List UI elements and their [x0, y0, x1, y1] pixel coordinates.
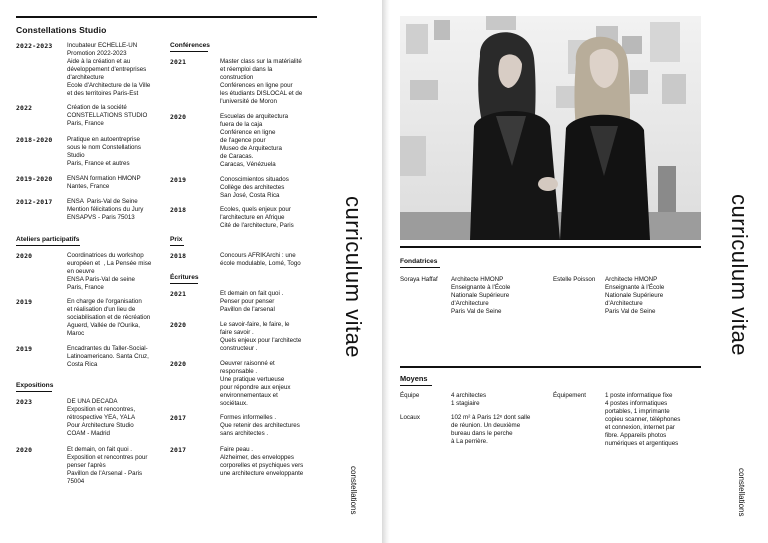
locaux-value: 102 m² à Paris 12ᵉ dont salle de réunion. Un deuxième bureau dans le perche à La perrière. [451, 414, 531, 445]
ecriture-entry-year: 2021 [170, 290, 187, 298]
timeline-entry-text: ENSA Paris-Val de Seine Mention félicitations du Jury ENSAPVS - Paris 75013 [67, 198, 144, 221]
ecriture-entry-year: 2020 [170, 360, 187, 368]
ecriture-entry-text: Oeuvrer raisonné et responsable . Une pratique vertueuse pour répondre aux enjeux environnementaux et sociétaux. [220, 360, 291, 407]
ecriture-entry-text: Et demain on fait quoi . Penser pour penser Pavillon de l'arsenal [220, 290, 284, 313]
moyens-heading: Moyens [400, 374, 432, 386]
ecritures-heading: Écritures [170, 274, 199, 284]
right-page [390, 0, 768, 543]
exposition-entry-text: DE UNA DECADA Exposition et rencontres, rétrospective YEA, YALA Pour Architecture Studio COAM - Madrid [67, 398, 136, 437]
founder-1-name: Soraya Haffaf [400, 276, 438, 283]
fondatrices-rule [400, 246, 701, 248]
conference-entry-text: Master class sur la matérialité et réemploi dans la construction Conférences en ligne pour les étudiants DISLOCAL et de l'université de Moron [220, 58, 303, 105]
ecriture-entry-text: Formes informelles . Que retenir des architectures sans architectes . [220, 414, 300, 437]
founder-1-text: Architecte HMONP Enseignante à l'École Nationale Supérieure d'Architecture Paris Val de Seine [451, 276, 511, 315]
conferences-heading: Conférences [170, 42, 210, 52]
prix-entry-text: Concours AFRIKArchi : une école modulable, Lomé, Togo [220, 252, 301, 267]
timeline-entry-text: Pratique en autoentreprise sous le nom Constellations Studio Paris, France et autres [67, 136, 141, 167]
ecriture-entry-year: 2017 [170, 446, 187, 454]
exposition-entry-year: 2020 [16, 446, 33, 454]
equipe-label: Équipe [400, 392, 420, 399]
locaux-label: Locaux [400, 414, 420, 421]
conference-entry-text: Ecoles, quels enjeux pour l'architecture en Afrique Cité de l'architecture, Paris [220, 206, 294, 229]
conference-entry-text: Conoscimientos situados Collège des architectes San José, Costa Rica [220, 176, 289, 199]
exposition-entry-year: 2023 [16, 398, 33, 406]
prix-entry-year: 2018 [170, 252, 187, 260]
equipement-value: 1 poste informatique fixe 4 postes informatiques portables, 1 imprimante copieu scanner, téléphones et connexion, internet par fibre. Appareils photos numériques et argentiques [605, 392, 681, 447]
conference-entry-text: Escuelas de arquitectura fuera de la caja Conférence en ligne de l'agence pour Museo de Arquitectura de Caracas. Caracas, Vénézuela [220, 113, 289, 168]
conference-entry-year: 2019 [170, 176, 187, 184]
ecriture-entry-year: 2017 [170, 414, 187, 422]
atelier-entry-text: Encadrantes du Taller-Social- Latinoamericano. Santa Cruz, Costa Rica [67, 345, 149, 368]
atelier-entry-year: 2020 [16, 252, 33, 260]
vertical-title-right: curriculum vitae [727, 194, 752, 357]
equipement-label: Équipement [553, 392, 587, 399]
exposition-entry-text: Et demain, on fait quoi . Exposition et rencontres pour penser l'après Pavillon de l'Arsenal - Paris 75004 [67, 446, 148, 485]
left-page [0, 0, 382, 543]
timeline-entry-year: 2012-2017 [16, 198, 53, 206]
ecriture-entry-text: Faire peau . Alzheimer, des enveloppes corporelles et psychiques vers une architecture enveloppante [220, 446, 304, 477]
timeline-entry-text: Création de la société CONSTELLATIONS STUDIO Paris, France [67, 104, 148, 127]
ateliers-heading: Ateliers participatifs [16, 236, 80, 246]
conference-entry-year: 2021 [170, 58, 187, 66]
timeline-entry-year: 2022 [16, 104, 33, 112]
ecriture-entry-text: Le savoir-faire, le faire, le faire savoir . Quels enjeux pour l'architecte constructeur . [220, 321, 302, 352]
atelier-entry-text: Coordinatrices du workshop européen et , La Pensée mise en oeuvre ENSA Paris-Val de seine Paris, France [67, 252, 152, 291]
ecriture-entry-year: 2020 [170, 321, 187, 329]
timeline-entry-year: 2018-2020 [16, 136, 53, 144]
equipe-value: 4 architectes 1 stagiaire [451, 392, 487, 407]
timeline-entry-year: 2019-2020 [16, 175, 53, 183]
founders-photo [400, 16, 701, 240]
atelier-entry-year: 2019 [16, 345, 33, 353]
vertical-brand: constellations [349, 466, 358, 515]
timeline-entry-text: ENSAN formation HMONP Nantes, France [67, 175, 141, 190]
moyens-rule [400, 366, 701, 368]
founder-2-name: Estelle Poisson [553, 276, 596, 283]
founder-2-text: Architecte HMONP Enseignante à l'École Nationale Supérieure d'Architecture Paris Val de Seine [605, 276, 665, 315]
vertical-brand-right: constellations [737, 468, 746, 517]
conference-entry-year: 2018 [170, 206, 187, 214]
vertical-title: curriculum vitae [341, 196, 366, 359]
timeline-entry-year: 2022-2023 [16, 42, 53, 50]
prix-heading: Prix [170, 236, 184, 246]
page-gutter [382, 0, 390, 543]
expositions-heading: Expositions [16, 382, 53, 392]
timeline-entry-text: Incubateur ECHELLE-UN Promotion 2022-2023 Aide à la création et au développement d'entreprises d'architecture Ecole d'Architecture de la Ville et des territoires Paris-Est [67, 42, 151, 97]
top-rule [16, 16, 317, 18]
fondatrices-heading: Fondatrices [400, 258, 440, 268]
studio-title: Constellations Studio [16, 25, 107, 35]
atelier-entry-year: 2019 [16, 298, 33, 306]
atelier-entry-text: En charge de l'organisation et réalisation d'un lieu de sociabilisation et de récréation Aguerd, Vallée de l'Ourika, Maroc [67, 298, 151, 337]
conference-entry-year: 2020 [170, 113, 187, 121]
